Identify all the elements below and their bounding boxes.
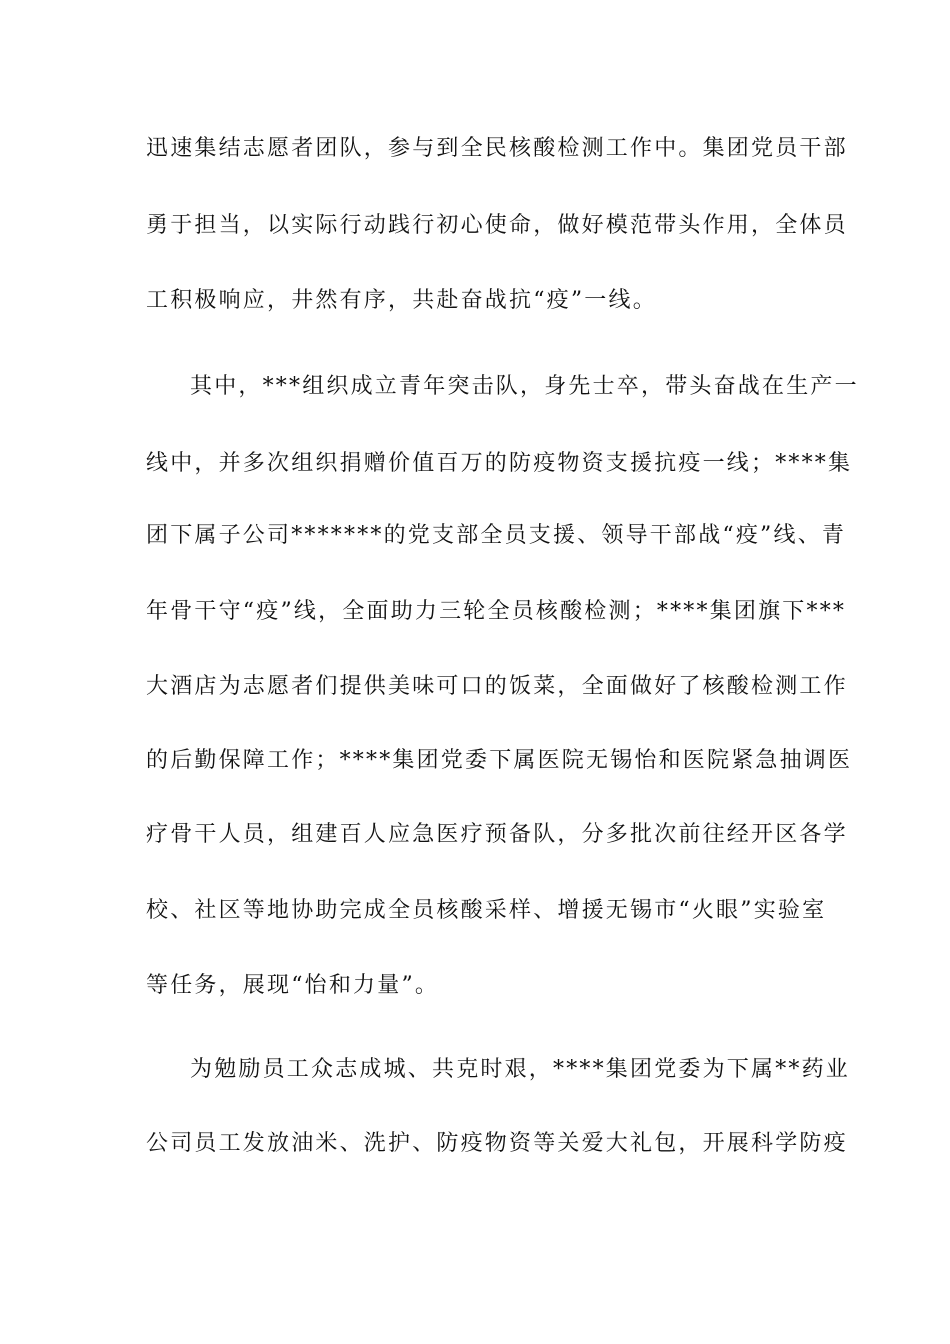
text-line: 等任务，展现“怡和力量”。 — [146, 973, 440, 998]
text-line: 大酒店为志愿者们提供美味可口的饭菜，全面做好了核酸检测工作 — [146, 674, 848, 699]
text-line: 公司员工发放油米、洗护、防疫物资等关爱大礼包，开展科学防疫 — [146, 1131, 848, 1156]
text-line: 团下属子公司*******的党支部全员支援、领导干部战“疫”线、青 — [146, 523, 847, 548]
text-line: 工积极响应，井然有序，共赴奋战抗“疫”一线。 — [146, 288, 657, 313]
text-line: 迅速集结志愿者团队，参与到全民核酸检测工作中。集团党员干部 — [146, 136, 848, 161]
text-line: 勇于担当，以实际行动践行初心使命，做好模范带头作用，全体员 — [146, 213, 848, 238]
text-line: 其中，***组织成立青年突击队，身先士卒，带头奋战在生产一 — [190, 374, 859, 399]
text-line: 为勉励员工众志成城、共克时艰，****集团党委为下属**药业 — [190, 1057, 851, 1082]
text-line: 校、社区等地协助完成全员核酸采样、增援无锡市“火眼”实验室 — [146, 898, 827, 923]
text-line: 线中，并多次组织捐赠价值百万的防疫物资支援抗疫一线；****集 — [146, 451, 853, 476]
text-line: 年骨干守“疫”线，全面助力三轮全员核酸检测；****集团旗下*** — [146, 599, 847, 624]
text-line: 的后勤保障工作；****集团党委下属医院无锡怡和医院紧急抽调医 — [146, 748, 853, 773]
text-line: 疗骨干人员，组建百人应急医疗预备队，分多批次前往经开区各学 — [146, 822, 848, 847]
